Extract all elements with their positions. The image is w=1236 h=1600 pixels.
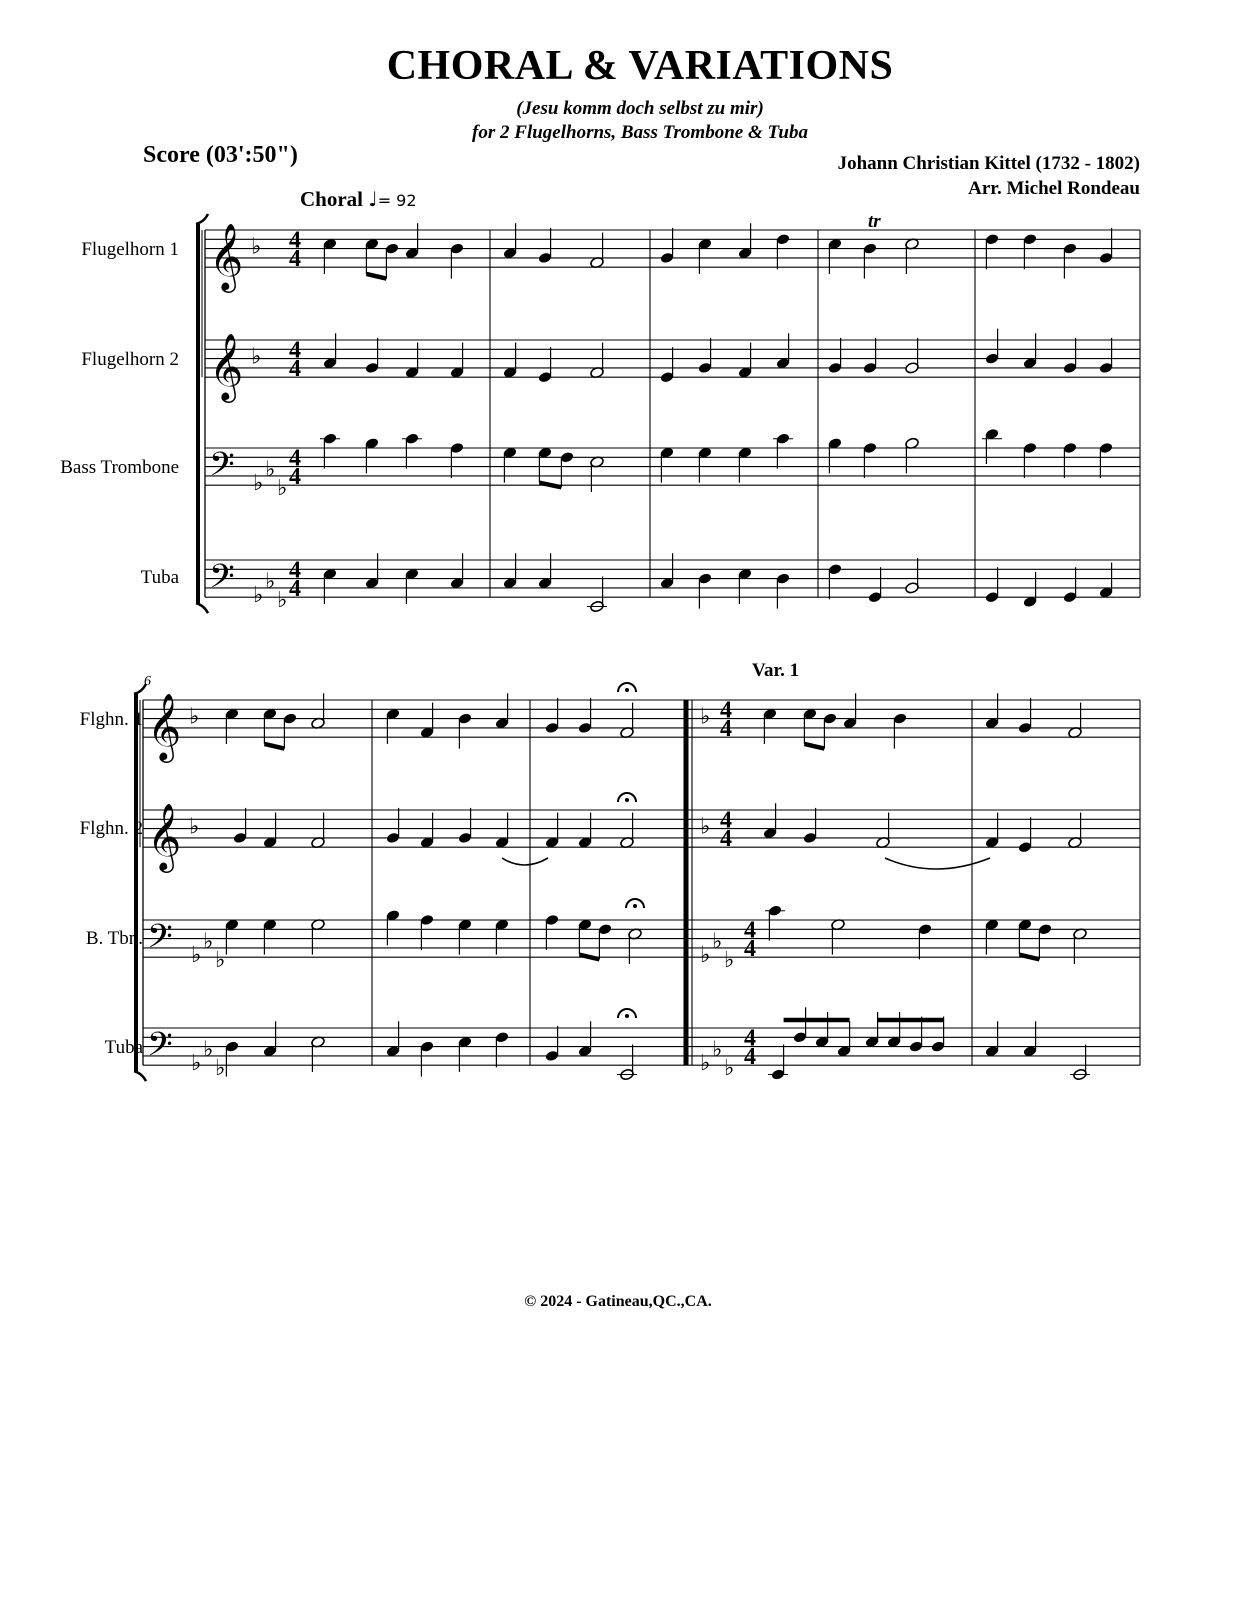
- time-signature-top: 4: [720, 807, 732, 834]
- instrument-name-tuba: Tuba: [140, 567, 179, 588]
- beam: [1019, 955, 1039, 960]
- bass-clef-icon: 𝄢: [147, 917, 173, 964]
- fermata-dot: [625, 688, 629, 692]
- time-signature-top: 4: [289, 337, 301, 364]
- clefs-and-keys: [147, 222, 756, 1081]
- measure-number: 6: [144, 674, 151, 689]
- score-title: CHORAL & VARIATIONS: [386, 43, 894, 89]
- time-signature-top: 4: [289, 557, 301, 584]
- bracket-hook: [134, 1071, 146, 1081]
- flat-icon: ♭: [700, 704, 711, 730]
- fermata-dot: [625, 798, 629, 802]
- time-signature-bottom: 4: [744, 1044, 756, 1071]
- flat-icon: ♭: [215, 1055, 226, 1081]
- tempo-label: Choral: [300, 187, 363, 211]
- flat-icon: ♭: [253, 471, 264, 497]
- flat-icon: ♭: [712, 929, 723, 955]
- treble-clef-icon: 𝄞: [209, 332, 244, 401]
- trill-ornament: tr: [868, 211, 881, 232]
- instrument-name-flugelhorn-1: Flugelhorn 1: [81, 239, 179, 260]
- flat-icon: ♭: [700, 1051, 711, 1077]
- time-signature-top: 4: [744, 917, 756, 944]
- tie: [502, 858, 548, 865]
- flat-icon: ♭: [189, 814, 200, 840]
- copyright-notice: © 2024 - Gatineau,QC.,CA.: [524, 1293, 712, 1310]
- bass-clef-icon: 𝄢: [147, 1025, 173, 1072]
- flat-icon: ♭: [203, 1037, 214, 1063]
- flat-icon: ♭: [203, 929, 214, 955]
- instrument-name-bass-trombone: Bass Trombone: [60, 457, 179, 478]
- instrument-name-flghn-2: Flghn. 2: [79, 818, 143, 839]
- time-signature-bottom: 4: [744, 936, 756, 963]
- flat-icon: ♭: [724, 1055, 735, 1081]
- fermata-dot: [625, 1014, 629, 1018]
- treble-clef-icon: 𝄞: [209, 222, 244, 291]
- bass-clef-icon: 𝄢: [209, 557, 235, 604]
- flat-icon: ♭: [265, 569, 276, 595]
- time-signature-top: 4: [744, 1025, 756, 1052]
- flat-icon: ♭: [712, 1037, 723, 1063]
- treble-clef-icon: 𝄞: [147, 802, 182, 871]
- instrument-name-flghn-1: Flghn. 1: [79, 709, 143, 730]
- instrumentation-line: for 2 Flugelhorns, Bass Trombone & Tuba: [472, 122, 808, 143]
- flat-icon: ♭: [724, 947, 735, 973]
- flat-icon: ♭: [251, 344, 262, 370]
- time-signature-bottom: 4: [289, 246, 301, 273]
- fermata-dot: [633, 904, 637, 908]
- flat-icon: ♭: [277, 587, 288, 613]
- score-duration-label: Score (03':50"): [143, 142, 298, 168]
- beam: [366, 274, 386, 279]
- composer-credit: Johann Christian Kittel (1732 - 1802): [837, 153, 1140, 174]
- flat-icon: ♭: [191, 943, 202, 969]
- time-signature-bottom: 4: [289, 576, 301, 603]
- time-signature-bottom: 4: [720, 716, 732, 743]
- time-signature-bottom: 4: [720, 826, 732, 853]
- instrument-name-b-tbn: B. Tbn.: [85, 928, 143, 949]
- variation-label: Var. 1: [752, 660, 800, 681]
- bracket-hook: [196, 603, 208, 613]
- instrument-name-tuba-2: Tuba: [104, 1037, 143, 1058]
- time-signature-top: 4: [289, 445, 301, 472]
- beam: [579, 955, 599, 960]
- beam: [264, 744, 284, 749]
- flat-icon: ♭: [700, 814, 711, 840]
- tie: [885, 858, 990, 869]
- beam: [804, 744, 824, 749]
- tempo-value: = 92: [377, 191, 417, 210]
- flat-icon: ♭: [215, 947, 226, 973]
- score-subtitle: (Jesu komm doch selbst zu mir): [516, 98, 764, 119]
- flat-icon: ♭: [189, 704, 200, 730]
- flat-icon: ♭: [700, 943, 711, 969]
- beam: [539, 483, 561, 488]
- treble-clef-icon: 𝄞: [147, 692, 182, 761]
- time-signature-top: 4: [720, 697, 732, 724]
- flat-icon: ♭: [253, 583, 264, 609]
- time-signature-bottom: 4: [289, 356, 301, 383]
- flat-icon: ♭: [265, 457, 276, 483]
- flat-icon: ♭: [251, 234, 262, 260]
- bracket-hook: [196, 214, 208, 224]
- flat-icon: ♭: [191, 1051, 202, 1077]
- quarter-note-icon: ♩: [368, 187, 378, 211]
- arranger-credit: Arr. Michel Rondeau: [968, 178, 1140, 199]
- instrument-name-flugelhorn-2: Flugelhorn 2: [81, 349, 179, 370]
- flat-icon: ♭: [277, 475, 288, 501]
- bass-clef-icon: 𝄢: [209, 445, 235, 492]
- time-signature-bottom: 4: [289, 464, 301, 491]
- notes: [225, 223, 1114, 1081]
- time-signature-top: 4: [289, 227, 301, 254]
